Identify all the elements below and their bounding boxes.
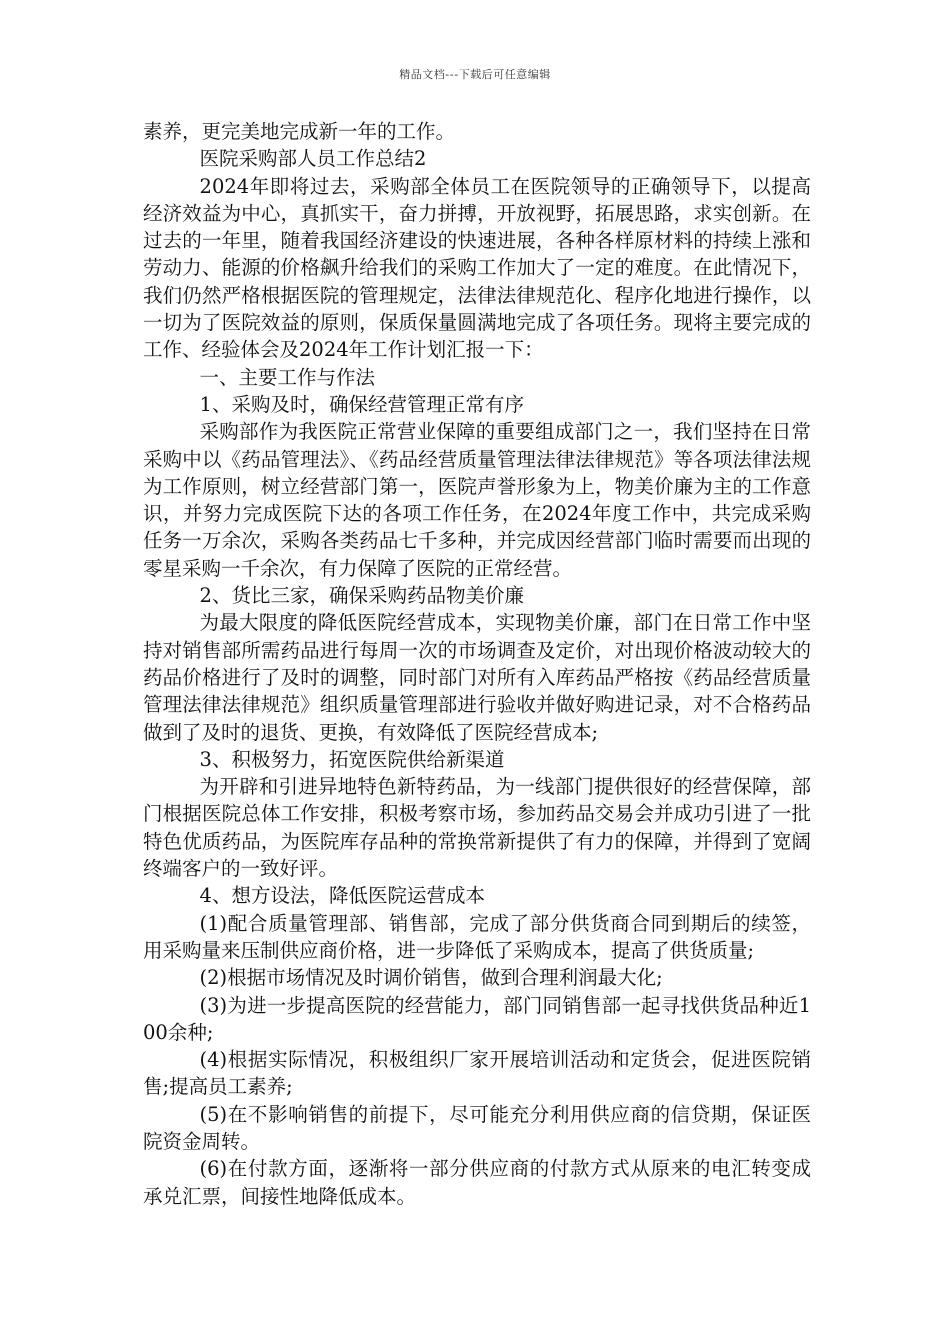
list-item-6: (6)在付款方面，逐渐将一部分供应商的付款方式从原来的电汇转变成承兑汇票，间接性地降低成本。 bbox=[143, 1157, 811, 1208]
subheading-1: 1、采购及时，确保经营管理正常有序 bbox=[199, 392, 524, 416]
paragraph-intro: 2024年即将过去，采购部全体员工在医院领导的正确领导下，以提高经济效益为中心，真抓实干，奋力拼搏，开放视野，拓展思路，求实创新。在过去的一年里，随着我国经济建设的快速进展，各种各样原材料的持续上涨和劳动力、能源的价格飙升给我们的采购工作加大了一定的难度。在此情况下，我们仍然严格根据医院的管理规定，法律法律规范化、程序化地进行操作，以一切为了医院效益的原则，保质保量圆满地完成了各项任务。现将主要完成的工作、经验体会及2024年工作计划汇报一下： bbox=[143, 174, 811, 362]
list-item-5: (5)在不影响销售的前提下，尽可能充分利用供应商的信贷期，保证医院资金周转。 bbox=[143, 1102, 811, 1153]
page-header: 精品文档---下载后可任意编辑 bbox=[399, 68, 551, 81]
subheading-3: 3、积极努力，拓宽医院供给新渠道 bbox=[199, 747, 505, 771]
list-item-4: (4)根据实际情况，积极组织厂家开展培训活动和定货会，促进医院销售;提高员工素养; bbox=[143, 1048, 811, 1099]
paragraph-continuation: 素养，更完美地完成新一年的工作。 bbox=[143, 120, 456, 143]
document-body bbox=[143, 118, 811, 1210]
list-item-1: (1)配合质量管理部、销售部，完成了部分供货商合同到期后的续签，用采购量来压制供应商价格，进一步降低了采购成本，提高了供货质量; bbox=[143, 911, 811, 962]
paragraph-2: 为最大限度的降低医院经营成本，实现物美价廉，部门在日常工作中坚持对销售部所需药品进行每周一次的市场调查及定价，对出现价格波动较大的药品价格进行了及时的调整，同时部门对所有入库药品严格按《药品经营质量管理法律法律规范》组织质量管理部进行验收并做好购进记录，对不合格药品做到了及时的退货、更换，有效降低了医院经营成本; bbox=[143, 611, 811, 744]
heading-main-work: 一、主要工作与作法 bbox=[199, 365, 376, 389]
paragraph-3: 为开辟和引进异地特色新特药品，为一线部门提供很好的经营保障，部门根据医院总体工作安排，积极考察市场，参加药品交易会并成功引进了一批特色优质药品，为医院库存品种的常换常新提供了有力的保障，并得到了宽阔终端客户的一致好评。 bbox=[143, 775, 811, 881]
section-title: 医院采购部人员工作总结2 bbox=[199, 147, 427, 171]
list-item-3: (3)为进一步提高医院的经营能力，部门同销售部一起寻找供货品种近100余种; bbox=[143, 993, 811, 1044]
list-item-2: (2)根据市场情况及时调价销售，做到合理利润最大化; bbox=[199, 966, 663, 990]
subheading-4: 4、想方设法，降低医院运营成本 bbox=[199, 884, 485, 908]
subheading-2: 2、货比三家，确保采购药品物美价廉 bbox=[199, 584, 524, 608]
paragraph-1: 采购部作为我医院正常营业保障的重要组成部门之一，我们坚持在日常采购中以《药品管理法》、《药品经营质量管理法律法律规范》等各项法律法规为工作原则，树立经营部门第一，医院声誉形象为上，物美价廉为主的工作意识，并努力完成医院下达的各项工作任务，在2024年度工作中，共完成采购任务一万余次，采购各类药品七千多种，并完成因经营部门临时需要而出现的零星采购一千余次，有力保障了医院的正常经营。 bbox=[143, 420, 811, 580]
